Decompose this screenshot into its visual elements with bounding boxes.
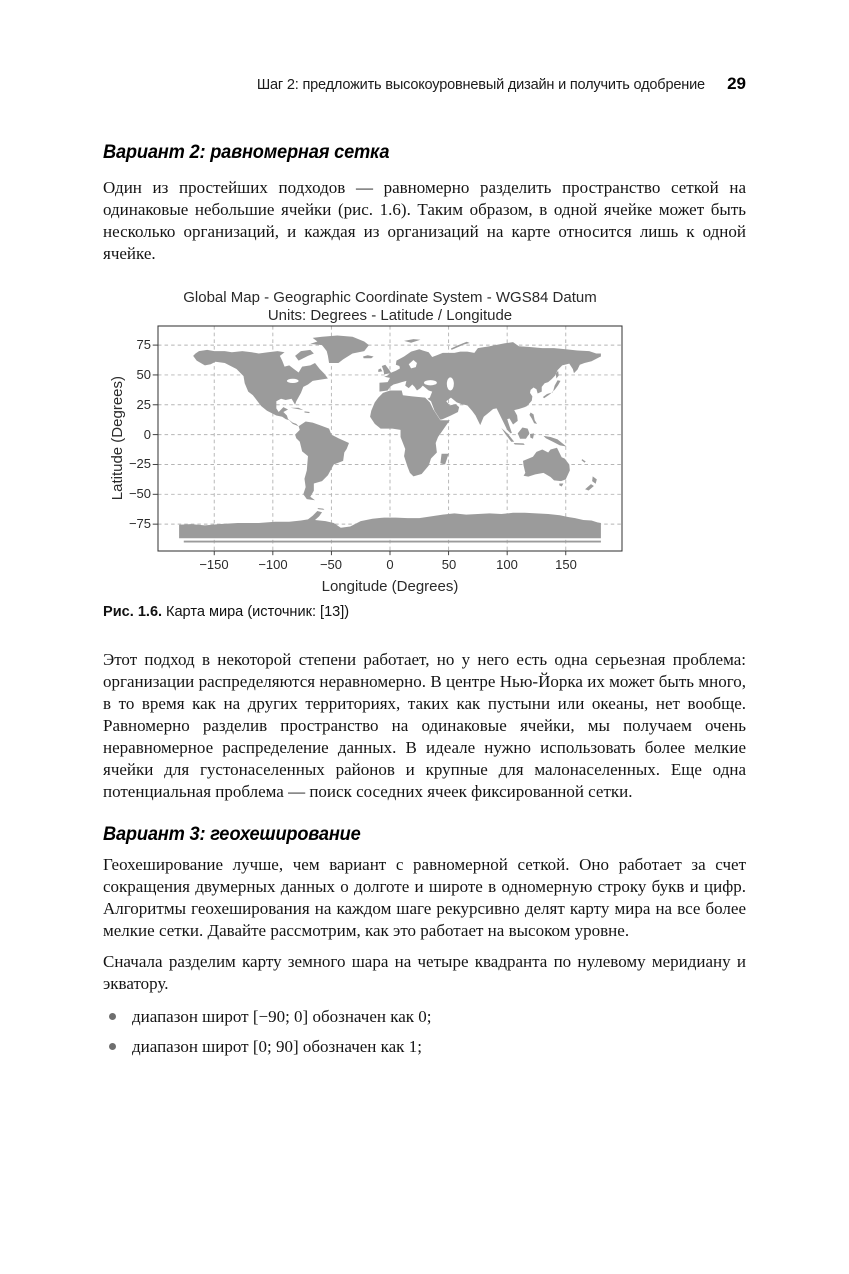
y-tick-label: −50 (128, 486, 151, 501)
black-sea (424, 380, 437, 385)
new-caledonia (582, 459, 586, 463)
ireland (378, 368, 382, 372)
list-item (103, 1006, 746, 1028)
novaya-zemlya (451, 342, 470, 350)
figure-title (158, 289, 622, 325)
bullet-icon (109, 1043, 116, 1050)
great-lakes (287, 379, 299, 383)
antarctic-islands (317, 508, 324, 510)
page-number: 29 (727, 74, 746, 93)
x-tick-label: 0 (386, 557, 394, 572)
figure-world-map (103, 289, 746, 599)
y-tick-label: 25 (136, 397, 151, 412)
world-map-plot (158, 326, 622, 551)
borneo (518, 427, 530, 438)
x-axis-label: Longitude (Degrees) (321, 578, 459, 595)
australia (523, 448, 570, 481)
paragraph-variant2: Один из простейших подходов — равномерно разделить пространство сеткой на одинаковые небольшие ячейки (рис. 1.6). Таким образом, в одной ячейке может быть несколько организаций, и каждая из организаций на карте относится лишь к одной ячейке. (103, 178, 746, 263)
y-tick-label: 50 (136, 367, 151, 382)
iceland (363, 355, 374, 358)
figure-title-line2: Units: Degrees - Latitude / Longitude (267, 307, 513, 324)
list-item (103, 1036, 746, 1058)
y-tick-label: 75 (136, 337, 151, 352)
baffin-island (295, 350, 314, 361)
antarctica-ice-edge (184, 541, 601, 543)
x-tick-label: 100 (496, 557, 518, 572)
section-heading-variant2: Вариант 2: равномерная сетка (103, 142, 390, 163)
y-tick-label: −75 (128, 516, 151, 531)
y-tick-label: 0 (143, 427, 151, 442)
running-head-title: Шаг 2: предложить высокоуровневый дизайн и получить одобрение (257, 76, 706, 93)
sulawesi (530, 433, 534, 438)
bullet-list (103, 1006, 746, 1058)
philippines (529, 413, 537, 424)
list-item-text: диапазон широт [0; 90] обозначен как 1; (132, 1037, 422, 1056)
x-tick-label: −150 (199, 557, 229, 572)
java (514, 443, 525, 445)
figure-caption (103, 602, 727, 621)
cuba (290, 408, 303, 410)
madagascar (440, 454, 448, 465)
x-tick-label: −100 (258, 557, 288, 572)
north-america (193, 350, 328, 426)
south-america (295, 421, 349, 500)
paragraph-variant3-2: Сначала разделим карту земного шара на четыре квадранта по нулевому меридиану и экватору. (103, 952, 746, 993)
paragraph-after-figure: Этот подход в некоторой степени работает, но у него есть одна серьезная проблема: организации распределяются неравномерно. В центре Нью-Йорка их может быть много, в то время как на других территориях, таких как пустыни или океаны, нет вообще. Равномерно разделив пространство на одинаковые ячейки, мы получаем очень неравномерное распределение данных. В идеале нужно использовать более мелкие ячейки для густонаселенных районов и крупные для малонаселенных. Еще одна потенциальная проблема — поиск соседних ячеек фиксированной сетки. (103, 650, 746, 801)
svalbard (404, 339, 420, 343)
y-tick-label: −25 (128, 456, 151, 471)
tasmania (559, 484, 563, 487)
caption-label: Рис. 1.6. (103, 603, 163, 620)
new-zealand-north (592, 476, 597, 483)
caption-text: Карта мира (источник: [13]) (165, 603, 350, 620)
caspian-sea (447, 377, 454, 390)
figure-title-line1: Global Map - Geographic Coordinate System - WGS84 Datum (183, 289, 597, 306)
bullet-icon (109, 1013, 116, 1020)
new-guinea (543, 436, 566, 447)
paragraph-variant3-1: Геохеширование лучше, чем вариант с равномерной сеткой. Оно работает за счет сокращения двумерных данных о долготе и широте в одномерную строку букв и цифр. Алгоритмы геохеширования на каждом шаге рекурсивно делят карту мира на все более мелкие сетки. Давайте рассмотрим, как это работает на высоком уровне. (103, 855, 746, 940)
running-head (103, 74, 746, 94)
x-tick-label: 50 (441, 557, 457, 572)
section-heading-variant3: Вариант 3: геохеширование (103, 824, 361, 845)
x-tick-label: 150 (555, 557, 577, 572)
greenland (310, 336, 369, 363)
y-axis-label: Latitude (Degrees) (108, 376, 126, 501)
hispaniola (304, 411, 309, 413)
new-zealand-south (585, 484, 594, 490)
x-tick-label: −50 (319, 557, 343, 572)
list-item-text: диапазон широт [−90; 0] обозначен как 0; (132, 1007, 432, 1026)
